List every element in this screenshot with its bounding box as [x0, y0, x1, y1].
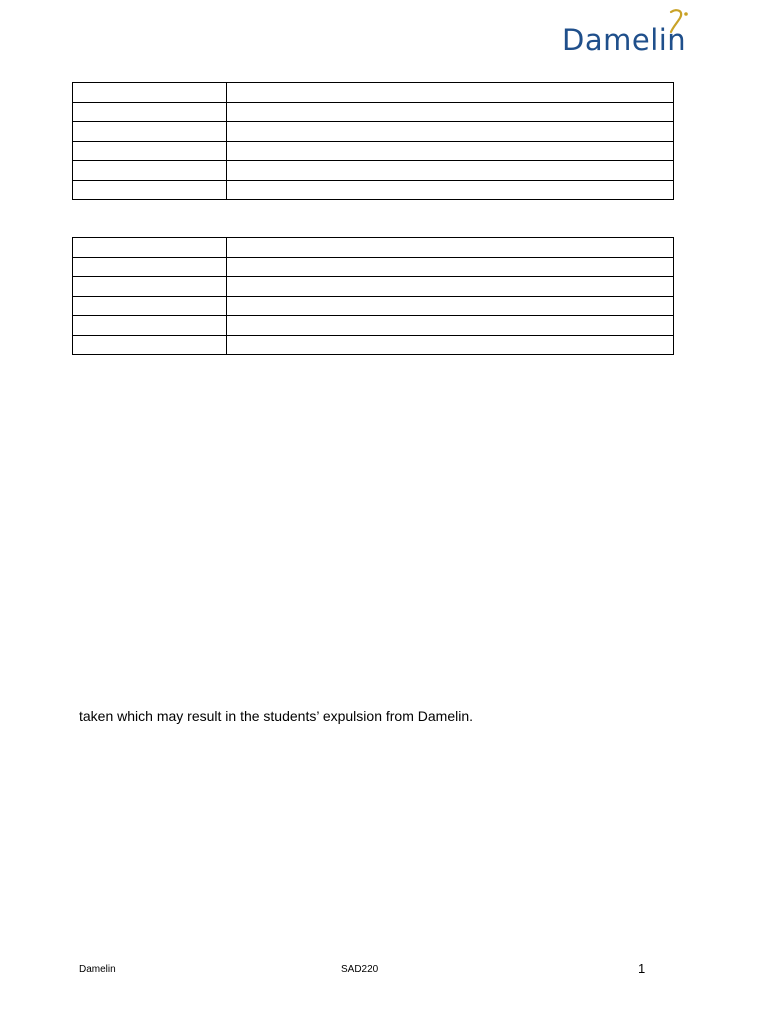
table-cell	[227, 122, 674, 142]
footer-course-code: SAD220	[341, 964, 379, 975]
table-cell	[227, 83, 674, 103]
table-cell	[73, 316, 227, 336]
table-cell	[227, 141, 674, 161]
table-row	[73, 141, 674, 161]
table-cell	[227, 102, 674, 122]
info-table-1	[72, 82, 674, 200]
footer-page-number: 1	[638, 961, 646, 976]
table-row	[73, 180, 674, 200]
table-cell	[227, 238, 674, 258]
table-cell	[227, 296, 674, 316]
table-cell	[73, 180, 227, 200]
table-cell	[73, 335, 227, 355]
table-row	[73, 335, 674, 355]
table-cell	[73, 296, 227, 316]
table-cell	[73, 83, 227, 103]
table-cell	[73, 257, 227, 277]
table-cell	[73, 161, 227, 181]
table-row	[73, 122, 674, 142]
table-cell	[73, 102, 227, 122]
damelin-logo	[560, 8, 712, 64]
info-table-2	[72, 237, 674, 355]
table-row	[73, 296, 674, 316]
table-cell	[227, 161, 674, 181]
table-cell	[73, 122, 227, 142]
table-cell	[227, 180, 674, 200]
body-paragraph: taken which may result in the students’ expulsion from Damelin.	[79, 708, 473, 724]
table-row	[73, 161, 674, 181]
table-row	[73, 102, 674, 122]
table-cell	[73, 277, 227, 297]
table-cell	[227, 257, 674, 277]
table-row	[73, 238, 674, 258]
footer-institution: Damelin	[79, 964, 116, 975]
swoosh-icon	[668, 8, 690, 34]
logo-text: Damelin	[562, 23, 687, 57]
table-cell	[73, 141, 227, 161]
table-cell	[227, 335, 674, 355]
table-row	[73, 316, 674, 336]
table-cell	[227, 316, 674, 336]
table-row	[73, 277, 674, 297]
table-row	[73, 257, 674, 277]
table-row	[73, 83, 674, 103]
table-cell	[227, 277, 674, 297]
table-cell	[73, 238, 227, 258]
